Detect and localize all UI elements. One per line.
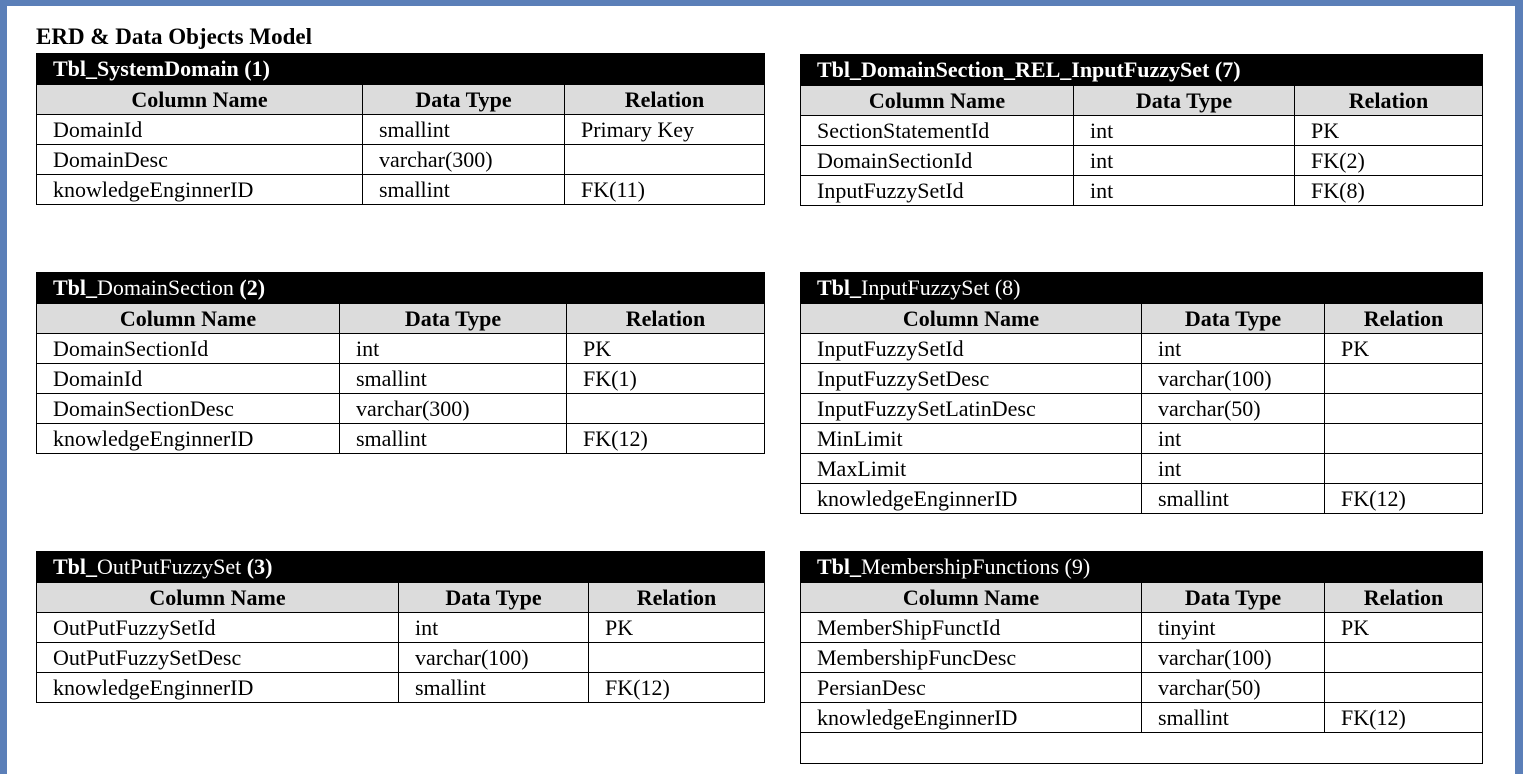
header-column-name: Column Name — [801, 304, 1142, 334]
cell-data-type: int — [340, 334, 567, 364]
table-row — [37, 424, 765, 454]
cell-column-name: knowledgeEnginnerID — [801, 703, 1142, 733]
cell-column-name: DomainDesc — [37, 145, 363, 175]
cell-data-type: int — [399, 613, 589, 643]
cell-column-name: InputFuzzySetDesc — [801, 364, 1142, 394]
cell-relation — [1325, 643, 1483, 673]
cell-data-type: tinyint — [1142, 613, 1325, 643]
header-column-name: Column Name — [801, 86, 1074, 116]
table-title-name: MembershipFunctions (9) — [861, 554, 1091, 579]
cell-data-type: smallint — [1142, 484, 1325, 514]
table-row — [37, 364, 765, 394]
cell-data-type: int — [1142, 454, 1325, 484]
table-row — [801, 364, 1483, 394]
cell-column-name: DomainId — [37, 115, 363, 145]
table-title — [37, 273, 765, 304]
table-row — [37, 115, 765, 145]
header-data-type: Data Type — [399, 583, 589, 613]
table-row — [801, 703, 1483, 733]
cell-column-name: MemberShipFunctId — [801, 613, 1142, 643]
cell-relation: PK — [1325, 334, 1483, 364]
table-row-empty — [801, 733, 1483, 764]
table-row — [37, 394, 765, 424]
cell-relation: PK — [1325, 613, 1483, 643]
cell-data-type: smallint — [1142, 703, 1325, 733]
cell-data-type: varchar(100) — [399, 643, 589, 673]
cell-data-type: smallint — [363, 115, 565, 145]
cell-relation — [589, 643, 765, 673]
cell-column-name: OutPutFuzzySetId — [37, 613, 399, 643]
header-column-name: Column Name — [37, 583, 399, 613]
cell-column-name: DomainSectionDesc — [37, 394, 340, 424]
cell-column-name: PersianDesc — [801, 673, 1142, 703]
table-row — [801, 613, 1483, 643]
table-row — [801, 424, 1483, 454]
table-title: Tbl_SystemDomain (1) — [37, 54, 765, 85]
table-title — [37, 552, 765, 583]
cell-relation: FK(8) — [1295, 176, 1483, 206]
table-title-prefix: Tbl_ — [53, 275, 98, 300]
table-row — [37, 613, 765, 643]
table-domain-section — [36, 272, 765, 454]
header-data-type: Data Type — [363, 85, 565, 115]
table-membership-functions — [800, 551, 1483, 764]
header-relation: Relation — [1295, 86, 1483, 116]
cell-data-type: smallint — [399, 673, 589, 703]
cell-relation: Primary Key — [565, 115, 765, 145]
table-input-fuzzy-set — [800, 272, 1483, 514]
table-row — [801, 176, 1483, 206]
cell-data-type: smallint — [340, 424, 567, 454]
cell-relation — [565, 145, 765, 175]
cell-relation: FK(11) — [565, 175, 765, 205]
cell-column-name: InputFuzzySetId — [801, 334, 1142, 364]
cell-relation — [1325, 454, 1483, 484]
cell-relation — [1325, 364, 1483, 394]
table-row — [801, 394, 1483, 424]
cell-data-type: int — [1074, 116, 1295, 146]
header-data-type: Data Type — [1142, 304, 1325, 334]
table-output-fuzzy-set — [36, 551, 765, 703]
cell-column-name: DomainSectionId — [801, 146, 1074, 176]
cell-relation: FK(12) — [567, 424, 765, 454]
cell-relation: PK — [567, 334, 765, 364]
cell-column-name: knowledgeEnginnerID — [37, 424, 340, 454]
table-row — [37, 175, 765, 205]
cell-data-type: varchar(50) — [1142, 394, 1325, 424]
table-row — [801, 146, 1483, 176]
cell-data-type: int — [1074, 146, 1295, 176]
table-title-prefix: Tbl_ — [817, 554, 862, 579]
header-data-type: Data Type — [1142, 583, 1325, 613]
table-title: Tbl_DomainSection_REL_InputFuzzySet (7) — [801, 55, 1483, 86]
cell-data-type: varchar(300) — [363, 145, 565, 175]
table-title-number: (2) — [233, 275, 266, 300]
table-row — [801, 673, 1483, 703]
cell-relation: PK — [1295, 116, 1483, 146]
empty-cell — [801, 733, 1483, 764]
table-row — [801, 334, 1483, 364]
cell-relation — [567, 394, 765, 424]
table-title-name: OutPutFuzzySet — [97, 554, 242, 579]
table-row — [37, 643, 765, 673]
table-title-number: (3) — [241, 554, 273, 579]
cell-data-type: smallint — [363, 175, 565, 205]
header-column-name: Column Name — [37, 85, 363, 115]
table-row — [801, 116, 1483, 146]
cell-relation — [1325, 394, 1483, 424]
cell-data-type: int — [1142, 334, 1325, 364]
header-data-type: Data Type — [1074, 86, 1295, 116]
cell-relation: FK(12) — [589, 673, 765, 703]
cell-relation: FK(12) — [1325, 484, 1483, 514]
cell-relation — [1325, 424, 1483, 454]
cell-data-type: smallint — [340, 364, 567, 394]
header-relation: Relation — [565, 85, 765, 115]
cell-relation: FK(12) — [1325, 703, 1483, 733]
table-title — [801, 273, 1483, 304]
table-row — [801, 643, 1483, 673]
cell-data-type: varchar(100) — [1142, 643, 1325, 673]
table-domain-section-rel-input-fuzzy-set — [800, 54, 1483, 206]
cell-column-name: knowledgeEnginnerID — [37, 175, 363, 205]
header-relation: Relation — [1325, 304, 1483, 334]
cell-data-type: varchar(300) — [340, 394, 567, 424]
cell-data-type: int — [1074, 176, 1295, 206]
cell-column-name: InputFuzzySetLatinDesc — [801, 394, 1142, 424]
header-column-name: Column Name — [37, 304, 340, 334]
header-relation: Relation — [567, 304, 765, 334]
table-title-name: DomainSection — [97, 275, 234, 300]
header-relation: Relation — [1325, 583, 1483, 613]
table-row — [37, 673, 765, 703]
cell-relation: FK(1) — [567, 364, 765, 394]
cell-column-name: knowledgeEnginnerID — [801, 484, 1142, 514]
table-title — [801, 552, 1483, 583]
header-column-name: Column Name — [801, 583, 1142, 613]
cell-column-name: MaxLimit — [801, 454, 1142, 484]
table-row — [801, 454, 1483, 484]
document-title: ERD & Data Objects Model — [36, 24, 312, 49]
header-relation: Relation — [589, 583, 765, 613]
cell-column-name: OutPutFuzzySetDesc — [37, 643, 399, 673]
table-title-prefix: Tbl_ — [817, 275, 862, 300]
cell-relation — [1325, 673, 1483, 703]
cell-data-type: varchar(100) — [1142, 364, 1325, 394]
table-row — [801, 484, 1483, 514]
header-data-type: Data Type — [340, 304, 567, 334]
table-system-domain — [36, 53, 765, 205]
cell-column-name: DomainSectionId — [37, 334, 340, 364]
cell-column-name: DomainId — [37, 364, 340, 394]
cell-data-type: int — [1142, 424, 1325, 454]
cell-column-name: MinLimit — [801, 424, 1142, 454]
cell-column-name: MembershipFuncDesc — [801, 643, 1142, 673]
cell-relation: PK — [589, 613, 765, 643]
cell-column-name: knowledgeEnginnerID — [37, 673, 399, 703]
table-title-name: InputFuzzySet (8) — [861, 275, 1021, 300]
table-row — [37, 334, 765, 364]
cell-column-name: InputFuzzySetId — [801, 176, 1074, 206]
cell-column-name: SectionStatementId — [801, 116, 1074, 146]
cell-relation: FK(2) — [1295, 146, 1483, 176]
cell-data-type: varchar(50) — [1142, 673, 1325, 703]
table-title-prefix: Tbl_ — [53, 554, 98, 579]
table-row — [37, 145, 765, 175]
